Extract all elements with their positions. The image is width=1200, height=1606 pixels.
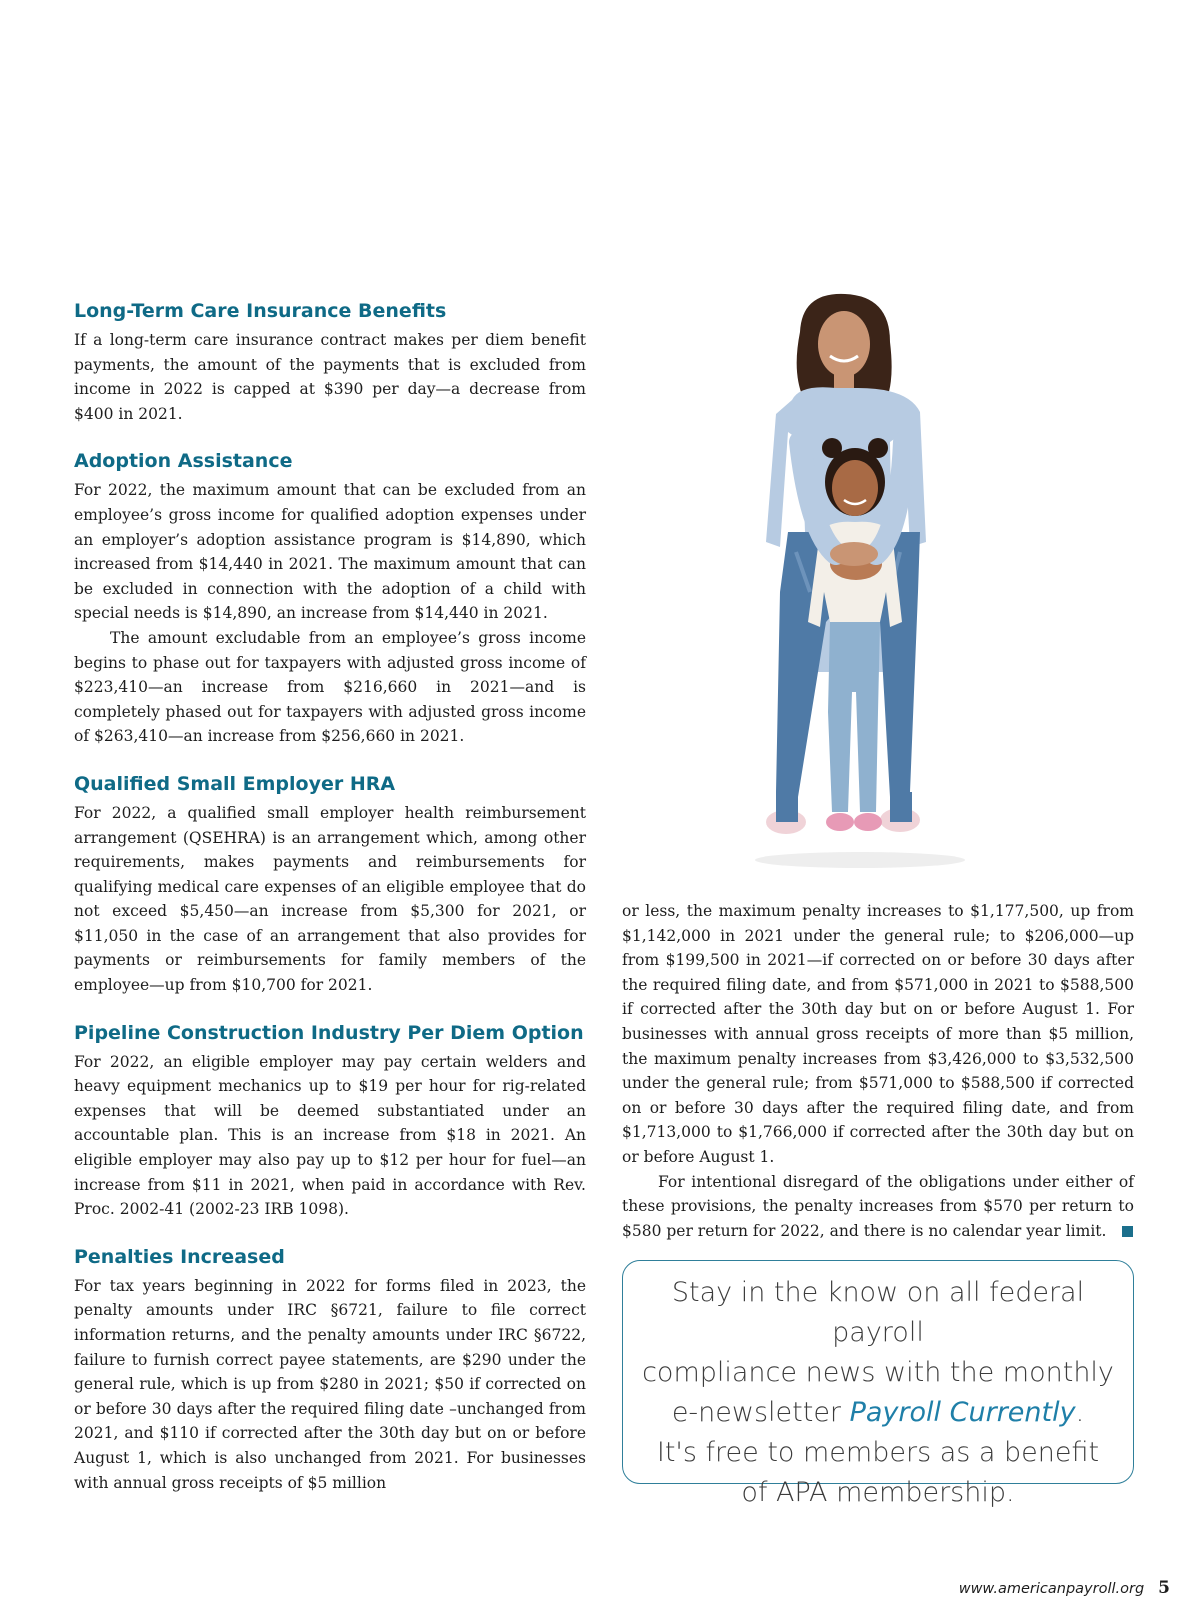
footer-url[interactable]: www.americanpayroll.org bbox=[958, 1581, 1145, 1597]
section-heading: Adoption Assistance bbox=[74, 450, 293, 473]
section-adoption bbox=[74, 448, 586, 749]
callout-line: compliance news with the monthly bbox=[642, 1357, 1114, 1388]
callout-line bbox=[623, 1393, 1133, 1433]
callout-text: . bbox=[1075, 1397, 1085, 1428]
section-paragraph: For tax years beginning in 2022 for forms filed in 2023, the penalty amounts under IRC §6721, failure to file correct information returns, and the penalty amounts under IRC §6722, failure to furnish correct payee statements, are $290 under the general rule, which is up from $280 in 2021; $50 if corrected on or before 30 days after the required filing date –unchanged from 2021, and $110 if corrected after the 30th day but on or before August 1, which is also unchanged from 2021. For businesses with annual gross receipts of $5 million bbox=[74, 1276, 586, 1492]
callout-line: Stay in the know on all federal payroll bbox=[671, 1277, 1085, 1348]
newsletter-title-link[interactable]: Payroll Currently bbox=[849, 1397, 1076, 1428]
page-number: 5 bbox=[1158, 1578, 1170, 1598]
section-pipeline bbox=[74, 1020, 586, 1222]
callout-line: of APA membership. bbox=[741, 1477, 1015, 1508]
section-paragraph: For 2022, a qualified small employer health reimbursement arrangement (QSEHRA) is an arrangement which, among other requirements, makes payments and reimbursements for qualifying medical care expenses of an eligible employee that do not exceed $5,450—an increase from $5,300 for 2021, or $11,050 in the case of an arrangement that also provides for payments or reimbursements for family members of the employee—up from $10,700 for 2021. bbox=[74, 803, 586, 995]
continuation-paragraph-last bbox=[622, 1170, 1134, 1244]
end-of-article-mark bbox=[1122, 1226, 1133, 1237]
section-heading: Penalties Increased bbox=[74, 1245, 285, 1268]
continuation-paragraph: or less, the maximum penalty increases to $1,177,500, up from $1,142,000 in 2021 under the general rule; to $206,000—up from $199,500 in 2021—if corrected on or before 30 days after the required filing date, and from $571,000 in 2021 to $588,500 if corrected after the 30th day but on or before August 1. For businesses with annual gross receipts of more than $5 million, the maximum penalty increases from $3,426,000 to $3,532,500 under the general rule; from $571,000 to $588,500 if corrected on or before 30 days after the required filing date, and from $1,713,000 to $1,766,000 if corrected after the 30th day but on or before August 1. bbox=[622, 902, 1134, 1166]
section-penalties bbox=[74, 1244, 586, 1495]
section-heading: Long-Term Care Insurance Benefits bbox=[74, 300, 447, 322]
section-paragraph: For 2022, an eligible employer may pay certain welders and heavy equipment mechanics up to $19 per hour for rig-related expenses that will be deemed substantiated under an accountable plan. This is an increase from $18 in 2021. An eligible employer may also pay up to $12 per hour for fuel—an increase from $11 in 2021, when paid in accordance with Rev. Proc. 2002-41 (2002-23 IRB 1098). bbox=[74, 1052, 586, 1219]
callout-text: e-newsletter bbox=[671, 1397, 850, 1428]
section-paragraph: If a long-term care insurance contract makes per diem benefit payments, the amount of the payments that is excluded from income in 2022 is capped at $390 per day—a decrease from $400 in 2021. bbox=[74, 331, 586, 423]
section-paragraph: The amount excludable from an employee’s gross income begins to phase out for taxpayers with adjusted gross income of $223,410—an increase from $216,660 in 2021—and is completely phased out for taxpayers with adjusted gross income of $263,410—an increase from $256,660 in 2021. bbox=[74, 628, 586, 746]
callout-line: It's free to members as a benefit bbox=[656, 1437, 1100, 1468]
section-heading: Pipeline Construction Industry Per Diem Option bbox=[74, 1021, 584, 1044]
newsletter-callout bbox=[622, 1260, 1134, 1508]
section-ltc bbox=[74, 298, 586, 426]
section-qsehra bbox=[74, 771, 586, 998]
right-column bbox=[622, 899, 1134, 1243]
left-column bbox=[74, 298, 586, 1517]
page-footer bbox=[870, 1578, 1170, 1598]
continuation-text: For intentional disregard of the obligations under either of these provisions, the penalty increases from $570 per return to $580 per return for 2022, and there is no calendar year limit. bbox=[622, 1172, 1134, 1240]
mother-daughter-photo bbox=[740, 292, 980, 872]
section-heading: Qualified Small Employer HRA bbox=[74, 772, 396, 795]
section-paragraph: For 2022, the maximum amount that can be excluded from an employee’s gross income for qualified adoption expenses under an employer’s adoption assistance program is $14,890, which increased from $14,440 in 2021. The maximum amount that can be excluded in connection with the adoption of a child with special needs is $14,890, an increase from $14,440 in 2021. bbox=[74, 481, 586, 623]
